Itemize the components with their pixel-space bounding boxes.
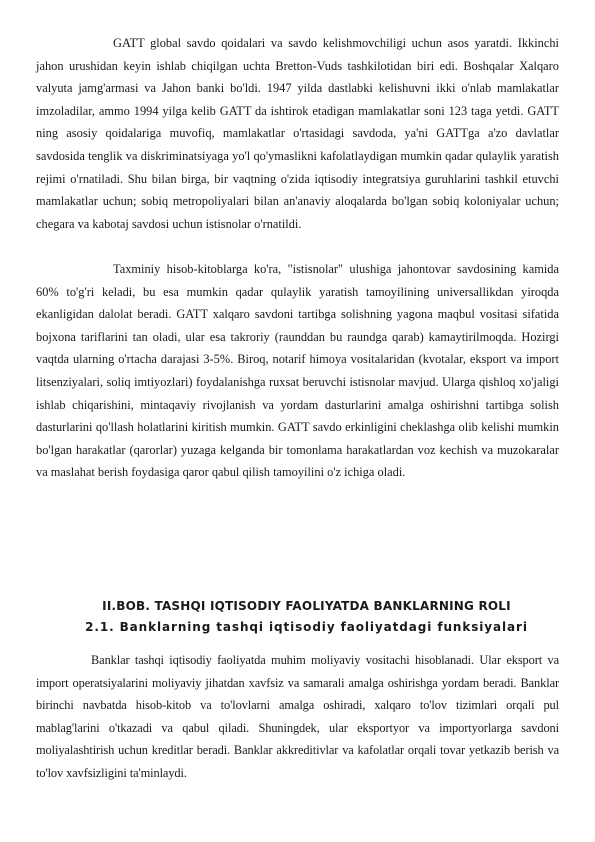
chapter-heading: II.BOB. TASHQI IQTISODIY FAOLIYATDA BANKLARNING ROLI (102, 599, 511, 613)
paragraph-gatt-rules: GATT global savdo qoidalari va savdo kelishmovchiligi uchun asos yaratdi. Ikkinchi jahon urushidan keyin ishlab chiqilgan uchta Bretton-Vuds tashkilotidan biri edi. Boshqalar Xalqaro valyuta jamg'armasi va Jahon banki bo'ldi. 1947 yilda dastlabki kelishuvni ikki o'nlab mamlakatlar imzoladilar, ammo 1994 yilga kelib GATT da ishtirok etadigan mamlakatlar soni 123 taga yetdi. GATT ning asosiy qoidalariga muvofiq, mamlakatlar o'rtasidagi savdoda, ya'ni GATTga a'zo davlatlar savdosida tenglik va diskriminatsiyaga yo'l qo'ymaslikni kafolatlaydigan mumkin qadar qulaylik yaratish rejimi o'rnatiladi. Shu bilan birga, bir vaqtning o'zida iqtisodiy integratsiya guruhlarini tashkil etuvchi mamlakatlar uchun; sobiq metropoliyalari bilan an'anaviy aloqalarda bo'lgan sobiq koloniyalar uchun; chegara va kabotaj savdosi uchun istisnolar o'rnatildi. (36, 36, 559, 231)
paragraph-exceptions: Taxminiy hisob-kitoblarga ko'ra, "istisnolar" ulushiga jahontovar savdosining kamida 60% to'g'ri keladi, bu esa mumkin qadar qulaylik yaratish tamoyilining universallikdan yiroqda ekanligidan dalolat beradi. GATT xalqaro savdoni tartibga solishning yagona maqbul vositasi sifatida bojxona tariflarini tan oladi, ular esa takroriy (raunddan bu raundga qarab) kamaytirilmoqda. Hozirgi vaqtda ularning o'rtacha darajasi 3-5%. Biroq, notarif himoya vositalaridan (kvotalar, eksport va import litsenziyalari, soliq imtiyozlari) foydalanishga ruxsat beruvchi istisnolar mavjud. Ularga qishloq xo'jaligi ishlab chiqarishini, mintaqaviy rivojlanish va yordam dasturlarini amalga oshirishni tartibga solish dasturlarini qo'llash holatlarini kiritish mumkin. GATT savdo erkinligini cheklashga olib kelishi mumkin bo'lgan harakatlar (qarorlar) yuzaga kelganda bir tomonlama harakatlardan voz kechish va muzokaralar va maslahat berish foydasiga qaror qabul qilish tamoyilini o'z ichiga oladi. (36, 262, 559, 480)
section-heading: 2.1. Banklarning tashqi iqtisodiy faoliyatdagi funksiyalari (85, 620, 528, 634)
paragraph-bank-functions: Banklar tashqi iqtisodiy faoliyatda muhim moliyaviy vositachi hisoblanadi. Ular eksport va import operatsiyalarini moliyaviy jihatdan xavfsiz va samarali amalga oshirishga yordam beradi. Banklar birinchi navbatda hisob-kitob va to'lovlarni amalga oshiradi, xalqaro to'lov tizimlari orqali pul mablag'larini o'tkazadi va qabul qiladi. Shuningdek, ular eksportyor va importyorlarga savdoni moliyalashtirish uchun kreditlar beradi. Banklar akkreditivlar va kafolatlar orqali tovar yetkazib berish va to'lov xavfsizligini ta'minlaydi. (36, 653, 559, 780)
